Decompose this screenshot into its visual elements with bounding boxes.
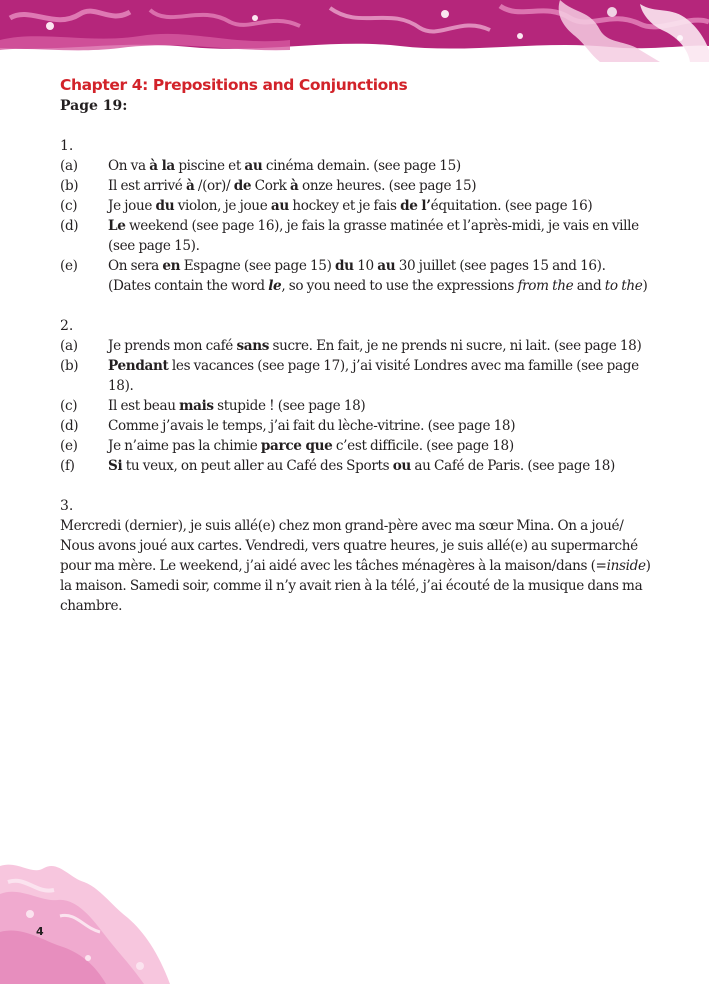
content-area [60,74,660,616]
exercise-item [60,356,660,396]
note-text: (Dates contain the word le, so you need to use the expressions from the and to the) [108,278,648,294]
item-text: Il est beau mais stupide ! (see page 18) [108,398,366,414]
exercise-2 [60,316,660,476]
item-text: Comme j’avais le temps, j’ai fait du lèche-vitrine. (see page 18) [108,418,516,434]
item-text: On sera en Espagne (see page 15) du 10 au 30 juillet (see pages 15 and 16). [108,258,606,274]
item-text: Je joue du violon, je joue au hockey et je fais de l’équitation. (see page 16) [108,198,593,214]
exercise-item [60,396,660,416]
item-label: (e) [60,438,78,454]
item-label: (c) [60,198,78,214]
exercise-number: 1. [60,138,74,154]
item-text: Je prends mon café sans sucre. En fait, je ne prends ni sucre, ni lait. (see page 18) [108,338,642,354]
exercise-item [60,436,660,456]
item-text: Le weekend (see page 16), je fais la grasse matinée et l’après-midi, je vais en ville (see page 15). [108,218,639,254]
exercise-item [60,456,660,476]
exercise-number: 3. [60,498,74,514]
chapter-title: Chapter 4: Prepositions and Conjunctions [60,76,408,94]
item-text: Si tu veux, on peut aller au Café des Sports ou au Café de Paris. (see page 18) [108,458,615,474]
exercise-item [60,256,660,276]
exercise-note [60,276,660,296]
item-label: (e) [60,258,78,274]
item-label: (f) [60,458,75,474]
decorative-corner [0,854,170,984]
item-label: (d) [60,218,79,234]
exercise-3 [60,496,660,616]
item-label: (a) [60,338,78,354]
item-text: Pendant les vacances (see page 17), j’ai visité Londres avec ma famille (see page 18). [108,358,639,394]
item-text: On va à la piscine et au cinéma demain. (see page 15) [108,158,461,174]
item-label: (b) [60,358,79,374]
page-label: Page 19: [60,98,128,114]
item-label: (b) [60,178,79,194]
exercise-1 [60,136,660,296]
exercise-item [60,156,660,176]
exercise-item [60,176,660,196]
item-label: (a) [60,158,78,174]
exercise-item [60,336,660,356]
item-label: (d) [60,418,79,434]
exercise-number: 2. [60,318,74,334]
item-label: (c) [60,398,78,414]
item-text: Je n’aime pas la chimie parce que c’est difficile. (see page 18) [108,438,514,454]
answer-paragraph: Mercredi (dernier), je suis allé(e) chez mon grand-père avec ma sœur Mina. On a joué/ Nous avons joué aux cartes. Vendredi, vers quatre heures, je suis allé(e) au supermarché pour ma mère. Le weekend, j’ai aidé avec les tâches ménagères à la maison/dans (=inside) la maison. Samedi soir, comme il n’y avait rien à la télé, j’ai écouté de la musique dans ma chambre. [60,518,651,614]
exercise-item [60,216,660,256]
exercise-item [60,416,660,436]
page-number: 4 [36,925,44,938]
item-text: Il est arrivé à /(or)/ de Cork à onze heures. (see page 15) [108,178,477,194]
decorative-banner [0,0,709,62]
exercise-item [60,196,660,216]
